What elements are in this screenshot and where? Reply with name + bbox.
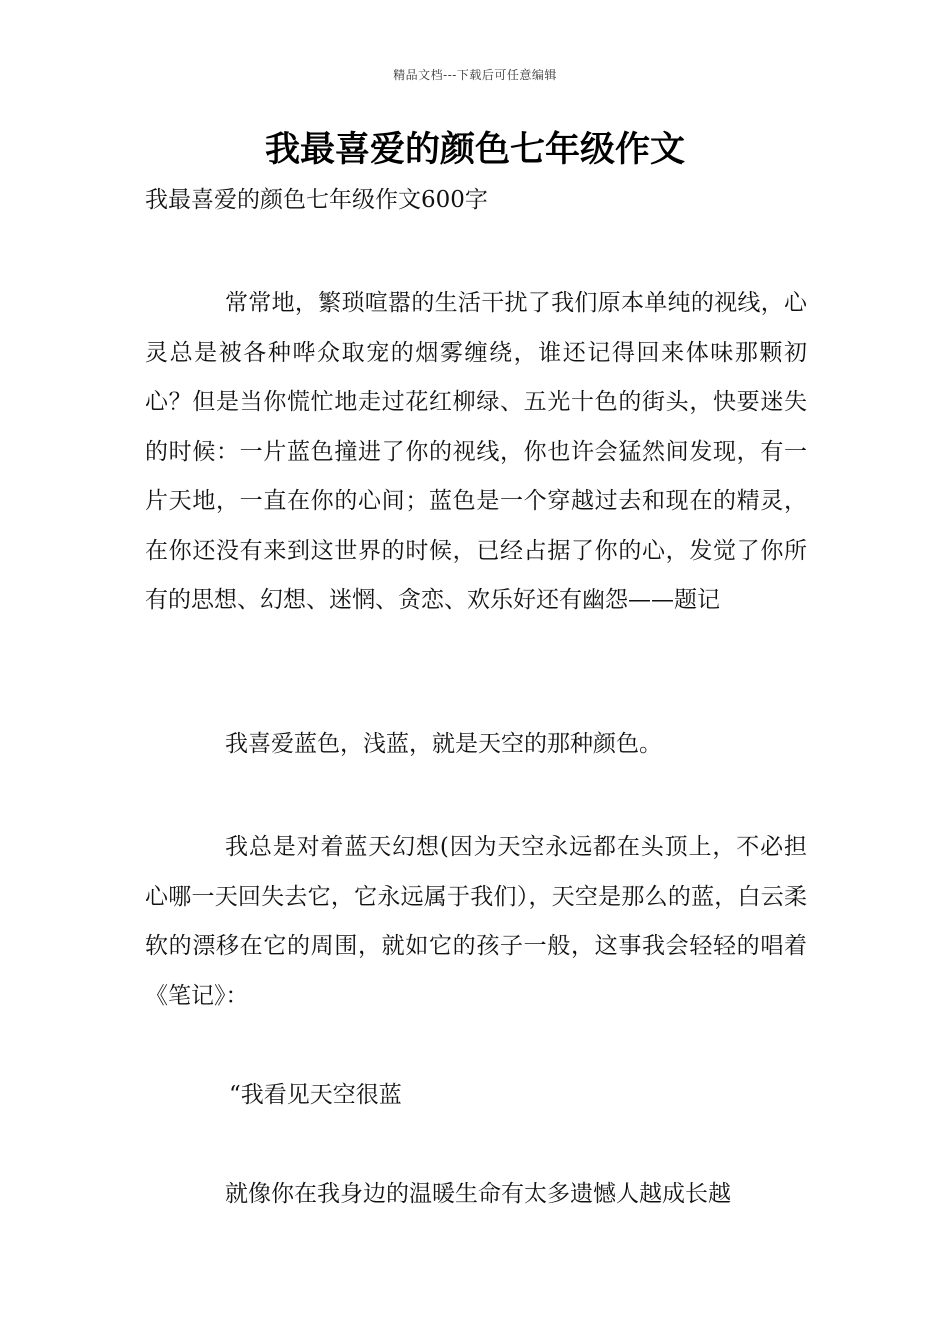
paragraph-lyric-line-1: “我看见天空很蓝 — [229, 1082, 402, 1108]
document-title: 我最喜爱的颜色七年级作文 — [264, 130, 685, 170]
paragraph-lyric-line-2: 就像你在我身边的温暖生命有太多遗憾人越成长越 — [225, 1181, 731, 1207]
paragraph-inscription: 常常地，繁琐喧嚣的生活干扰了我们原本单纯的视线，心灵总是被各种哗众取宠的烟雾缠绕，谁还记得回来体味那颗初心？但是当你慌忙地走过花红柳绿、五光十色的街头，快要迷失的时候：一片蓝色撞进了你的视线，你也许会猛然间发现，有一片天地，一直在你的心间；蓝色是一个穿越过去和现在的精灵，在你还没有来到这世界的时候，已经占据了你的心，发觉了你所有的思想、幻想、迷惘、贪恋、欢乐好还有幽怨——题记 — [145, 290, 807, 613]
paragraph-sky-fantasy: 我总是对着蓝天幻想(因为天空永远都在头顶上，不必担心哪一天回失去它，它永远属于我们），天空是那么的蓝，白云柔软的漂移在它的周围，就如它的孩子一般，这事我会轻轻的唱着《笔记》： — [145, 834, 807, 1009]
document-subtitle: 我最喜爱的颜色七年级作文600字 — [145, 187, 488, 213]
page-header-note: 精品文档---下载后可任意编辑 — [393, 68, 557, 82]
paragraph-favorite-blue: 我喜爱蓝色，浅蓝，就是天空的那种颜色。 — [225, 731, 662, 757]
